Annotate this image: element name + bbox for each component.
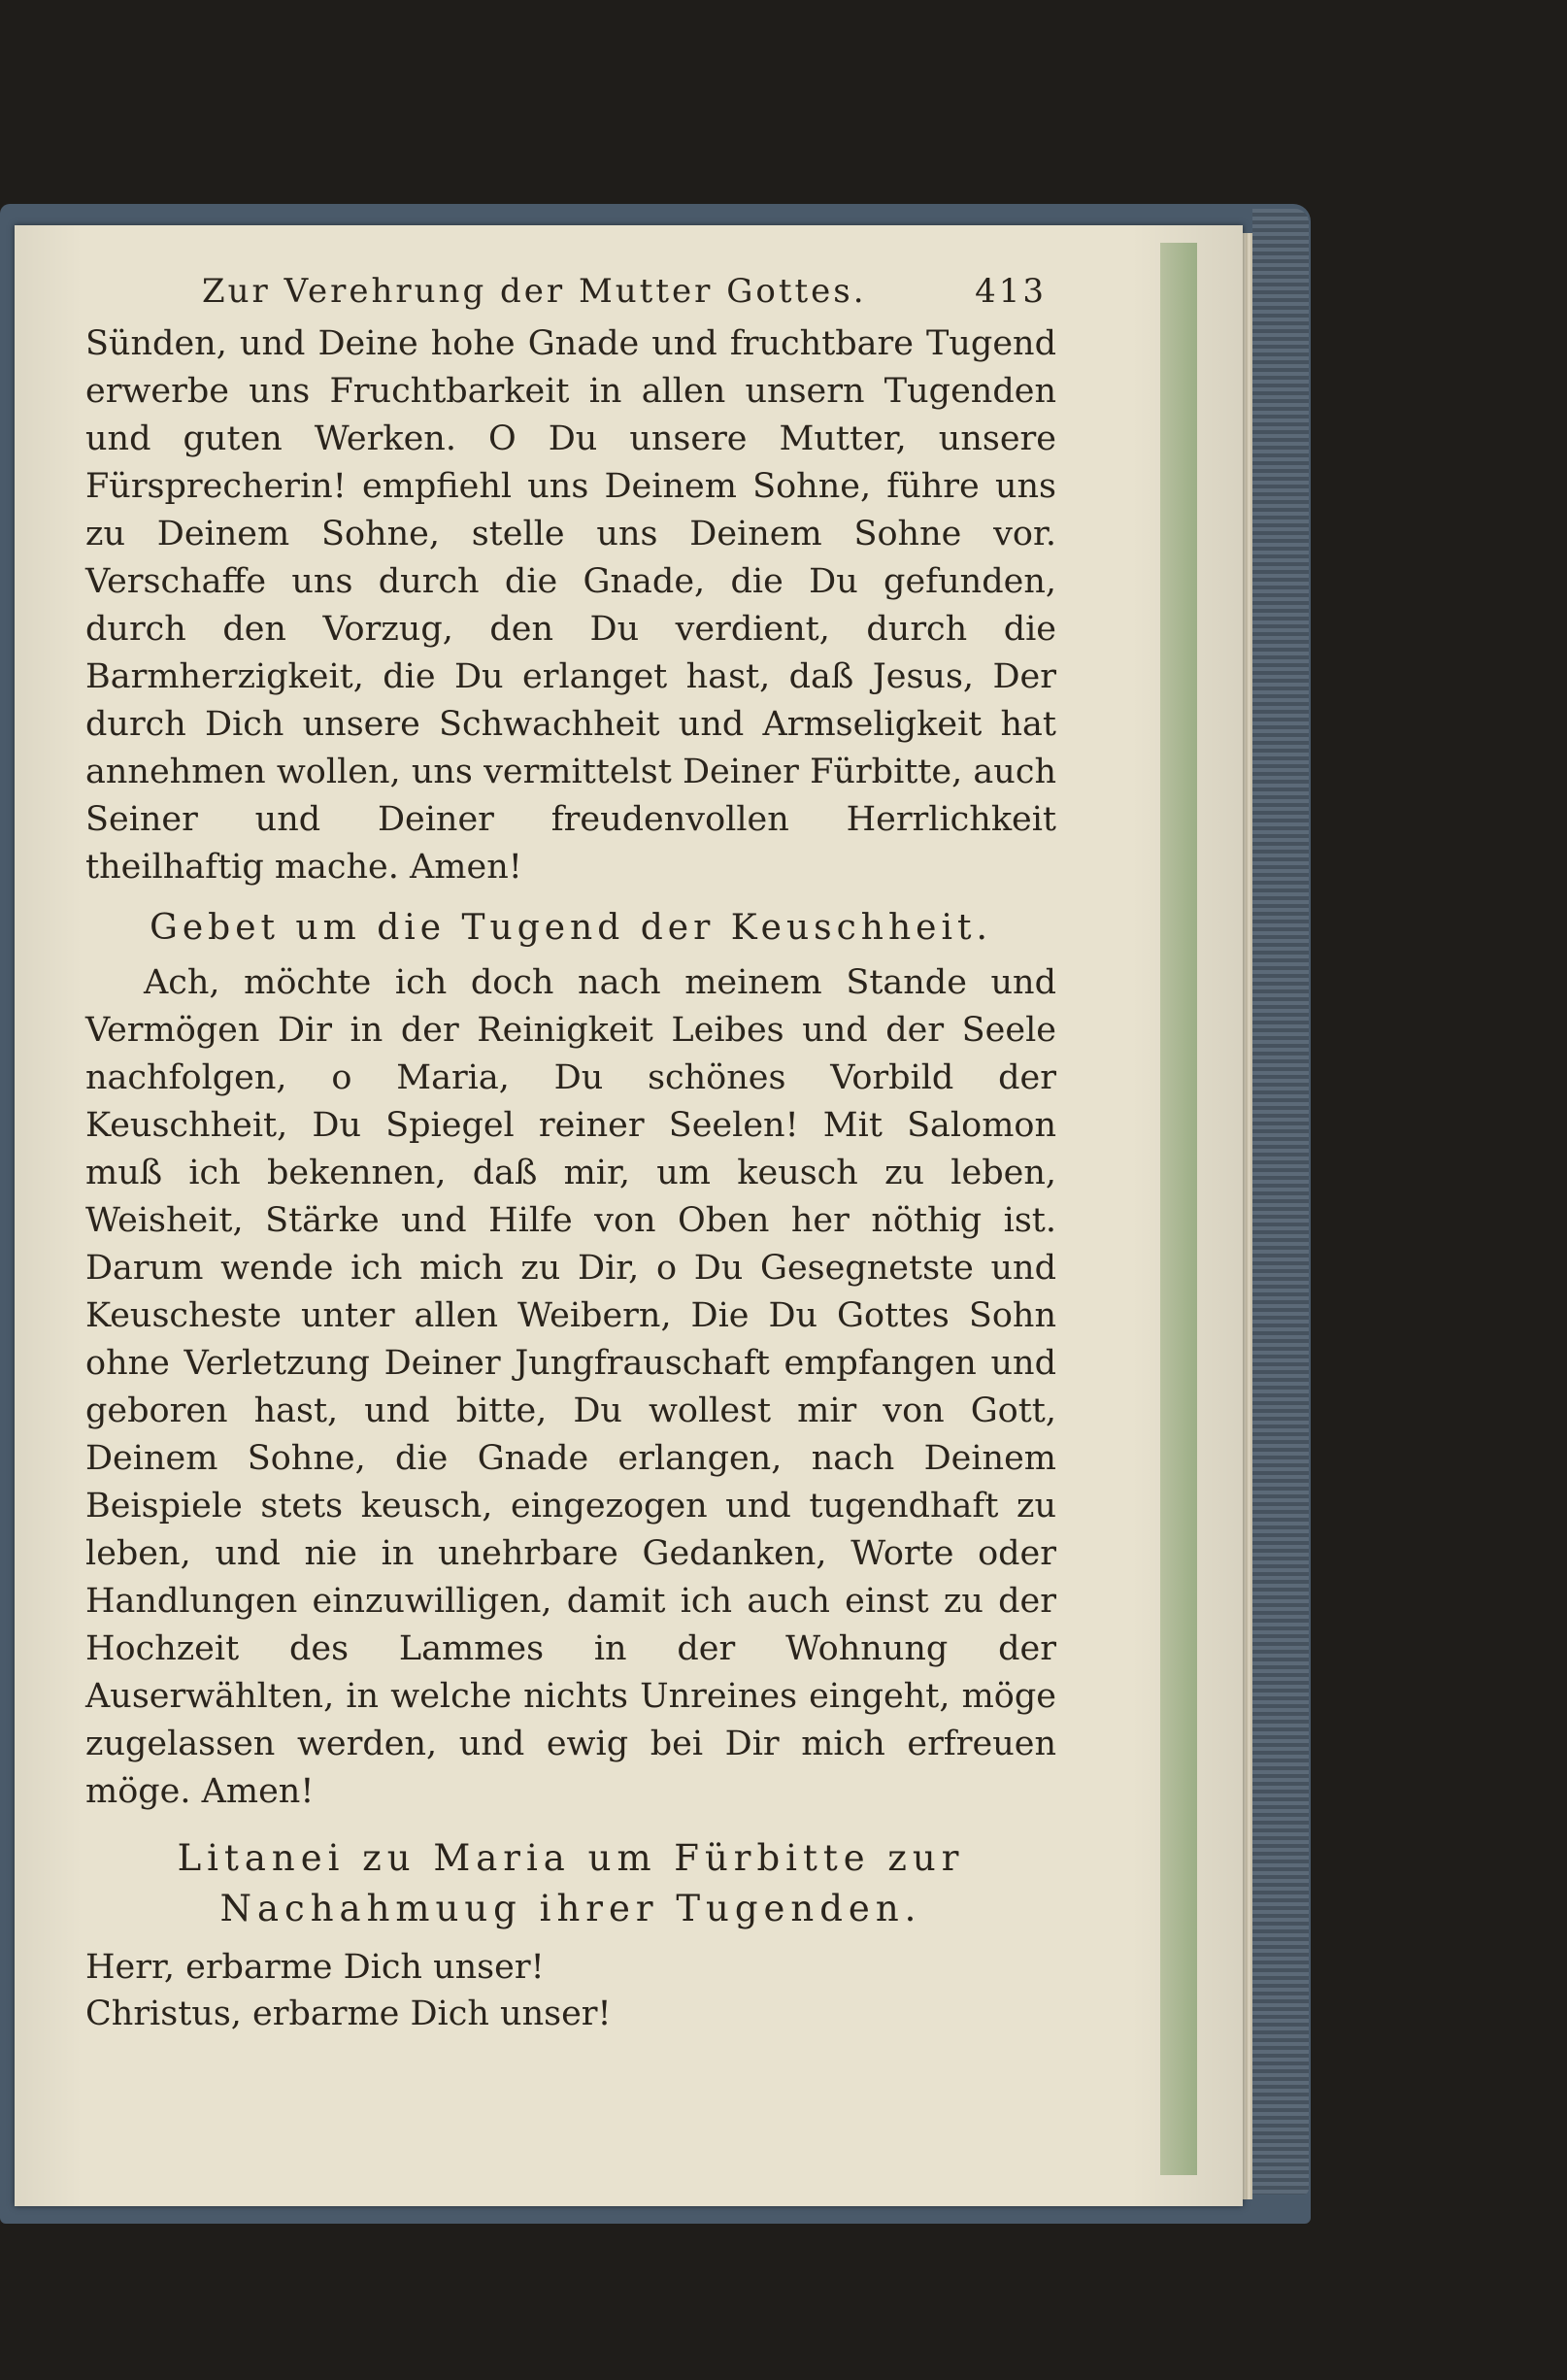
running-header — [85, 272, 1056, 311]
page-number: 413 — [975, 272, 1047, 311]
litany-line: Herr, erbarme Dich unser! — [85, 1948, 545, 1987]
litany-heading-line-2: Nachahmuug ihrer Tugenden. — [219, 1888, 922, 1929]
litany-heading-line-1: Litanei zu Maria um Fürbitte zur — [177, 1837, 965, 1879]
page-text — [85, 272, 1056, 2037]
litany-line: Christus, erbarme Dich unser! — [85, 1995, 612, 2033]
section-heading: Gebet um die Tugend der Keuschheit. — [150, 908, 992, 948]
paragraph-2: Ach, möchte ich doch nach meinem Stande und Vermögen Dir in der Reinigkeit Leibes und der Seele nachfolgen, o Maria, Du schönes Vorbild der Keuschheit, Du Spiegel reiner Seelen! Mit Salomon muß ich bekennen, daß mir, um keusch zu leben, Weisheit, Stärke und Hilfe von Oben her nöthig ist. Darum wende ich mich zu Dir, o Du Gesegnetste und Keuscheste unter allen Weibern, Die Du Gottes Sohn ohne Verletzung Deiner Jungfrauschaft empfangen und geboren hast, und bitte, Du wollest mir von Gott, Deinem Sohne, die Gnade erlangen, nach Deinem Beispiele stets keusch, eingezogen und tugendhaft zu leben, und nie in unehrbare Gedanken, Worte oder Handlungen einzuwilligen, damit ich auch einst zu der Hochzeit des Lammes in der Wohnung der Auserwählten, in welche nichts Unreines eingeht, möge zugelassen werden, und ewig bei Dir mich erfreuen möge. Amen! — [85, 963, 1056, 1811]
book-spine-edge — [1252, 209, 1309, 2195]
running-title: Zur Verehrung der Mutter Gottes. — [202, 272, 867, 311]
litany-heading — [85, 1833, 1056, 1934]
paragraph-1: Sünden, und Deine hohe Gnade und fruchtbare Tugend erwerbe uns Fruchtbarkeit in allen unsern Tugenden und guten Werken. O Du unsere Mutter, unsere Fürsprecherin! empfiehl uns Deinem Sohne, führe uns zu Deinem Sohne, stelle uns Deinem Sohne vor. Verschaffe uns durch die Gnade, die Du gefunden, durch den Vorzug, den Du verdient, durch die Barmherzigkeit, die Du erlanget hast, daß Jesus, Der durch Dich unsere Schwachheit und Armseligkeit hat annehmen wollen, uns vermittelst Deiner Fürbitte, auch Seiner und Deiner freudenvollen Herrlichkeit theilhaftig mache. Amen! — [85, 324, 1056, 887]
page-edge-tint — [1160, 243, 1197, 2175]
litany-lines — [85, 1944, 1056, 2037]
